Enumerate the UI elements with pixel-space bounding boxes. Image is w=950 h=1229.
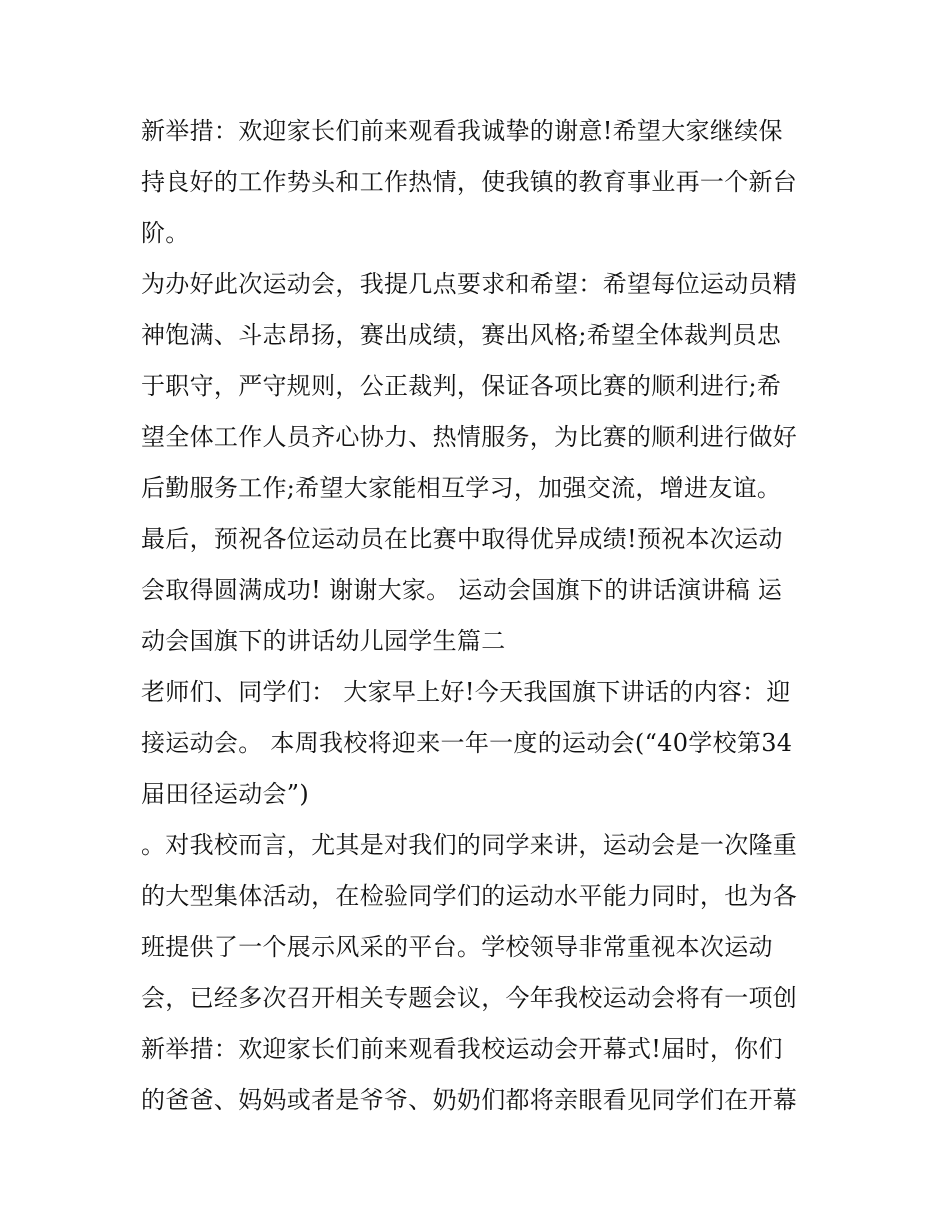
text-line: 望全体工作人员齐心协力、热情服务，为比赛的顺利进行做好: [141, 423, 798, 451]
text-line: 会，已经多次召开相关专题会议，今年我校运动会将有一项创: [141, 984, 798, 1012]
text-line: 新举措：欢迎家长们前来观看我校运动会开幕式!届时，你们: [141, 1035, 783, 1063]
body-text: [141, 106, 821, 1126]
text-line: 于职守，严守规则，公正裁判，保证各项比赛的顺利进行;希: [141, 372, 782, 400]
text-line: 持良好的工作势头和工作热情，使我镇的教育事业再一个新台: [141, 168, 798, 196]
text-line: 届田径运动会”): [141, 780, 310, 808]
text-line: 班提供了一个展示风采的平台。学校领导非常重视本次运动: [141, 933, 773, 961]
text-line: 后勤服务工作;希望大家能相互学习，加强交流，增进友谊。: [141, 474, 782, 502]
text-line: 神饱满、斗志昂扬，赛出成绩，赛出风格;希望全体裁判员忠: [141, 321, 782, 349]
text-line: 的爸爸、妈妈或者是爷爷、奶奶们都将亲眼看见同学们在开幕: [141, 1086, 798, 1114]
text-line: 。对我校而言，尤其是对我们的同学来讲，运动会是一次隆重: [141, 831, 798, 859]
text-line: 最后，预祝各位运动员在比赛中取得优异成绩!预祝本次运动: [141, 525, 783, 553]
text-line: 的大型集体活动，在检验同学们的运动水平能力同时，也为各: [141, 882, 798, 910]
text-line: 新举措：欢迎家长们前来观看我诚挚的谢意!希望大家继续保: [141, 117, 783, 145]
text-line: 阶。: [141, 219, 190, 247]
text-line: 老师们、同学们： 大家早上好!今天我国旗下讲话的内容：迎: [141, 678, 791, 706]
text-line: 为办好此次运动会，我提几点要求和希望：希望每位运动员精: [141, 270, 798, 298]
text-line: 接运动会。 本周我校将迎来一年一度的运动会(“40学校第34: [141, 729, 793, 757]
text-line: 会取得圆满成功! 谢谢大家。 运动会国旗下的讲话演讲稿 运: [141, 576, 783, 604]
text-line: 动会国旗下的讲话幼儿园学生篇二: [141, 627, 506, 655]
